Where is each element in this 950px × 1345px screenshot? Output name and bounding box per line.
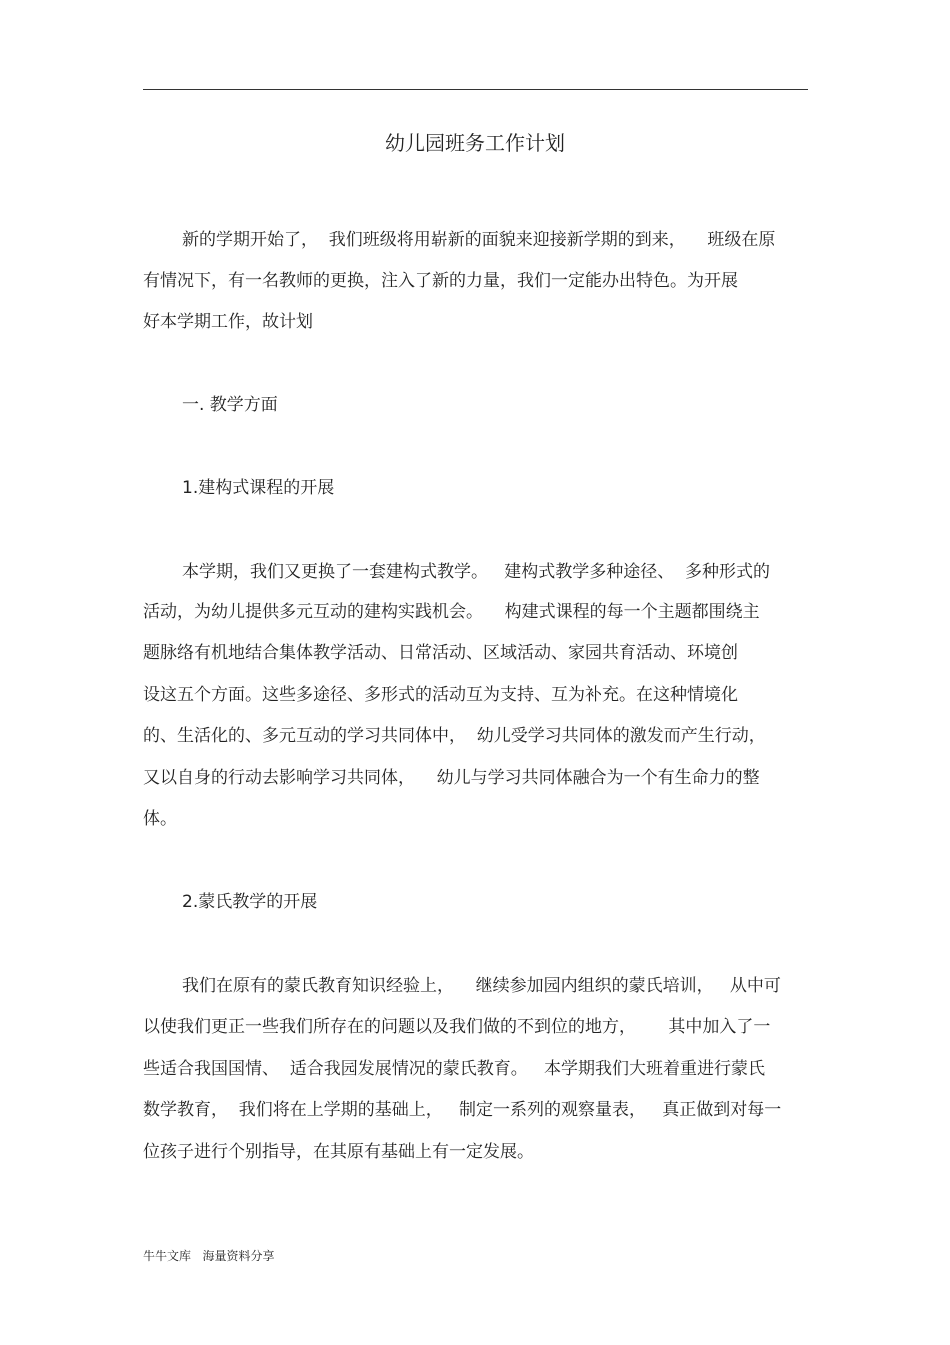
- paragraph-line: 的、生活化的、多元互动的学习共同体中， 幼儿受学习共同体的激发而产生行动，: [143, 726, 766, 746]
- header-rule: [143, 89, 808, 90]
- paragraph-line: 我们在原有的蒙氏教育知识经验上， 继续参加园内组织的蒙氏培训， 从中可: [182, 976, 781, 996]
- paragraph-line: 位孩子进行个别指导，在其原有基础上有一定发展。: [143, 1142, 534, 1162]
- intro-line-1: 新的学期开始了， 我们班级将用崭新的面貌来迎接新学期的到来， 班级在原: [182, 230, 776, 250]
- paragraph-line: 以使我们更正一些我们所存在的问题以及我们做的不到位的地方， 其中加入了一: [143, 1017, 771, 1037]
- paragraph-line: 本学期，我们又更换了一套建构式教学。 建构式教学多种途径、 多种形式的: [182, 562, 771, 582]
- paragraph-line: 些适合我国国情、 适合我园发展情况的蒙氏教育。 本学期我们大班着重进行蒙氏: [143, 1059, 766, 1079]
- intro-line-2: 有情况下，有一名教师的更换，注入了新的力量，我们一定能办出特色。为开展: [143, 271, 738, 291]
- subsection-heading-montessori: 2.蒙氏教学的开展: [182, 892, 318, 912]
- subsection-heading-constructive: 1.建构式课程的开展: [182, 478, 335, 498]
- paragraph-line: 数学教育， 我们将在上学期的基础上， 制定一系列的观察量表， 真正做到对每一: [143, 1100, 782, 1120]
- section-heading-teaching: 一. 教学方面: [182, 395, 278, 415]
- paragraph-line: 题脉络有机地结合集体教学活动、日常活动、区域活动、家园共育活动、环境创: [143, 643, 738, 663]
- paragraph-line: 体。: [143, 809, 177, 829]
- document-title: 幼儿园班务工作计划: [385, 131, 565, 155]
- intro-line-3: 好本学期工作，故计划: [143, 312, 313, 332]
- paragraph-line: 活动，为幼儿提供多元互动的建构实践机会。 构建式课程的每一个主题都围绕主: [143, 602, 760, 622]
- paragraph-line: 设这五个方面。这些多途径、多形式的活动互为支持、互为补充。在这种情境化: [143, 685, 738, 705]
- page-footer: 牛牛文库 海量资料分享: [143, 1249, 275, 1263]
- paragraph-line: 又以自身的行动去影响学习共同体， 幼儿与学习共同体融合为一个有生命力的整: [143, 768, 760, 788]
